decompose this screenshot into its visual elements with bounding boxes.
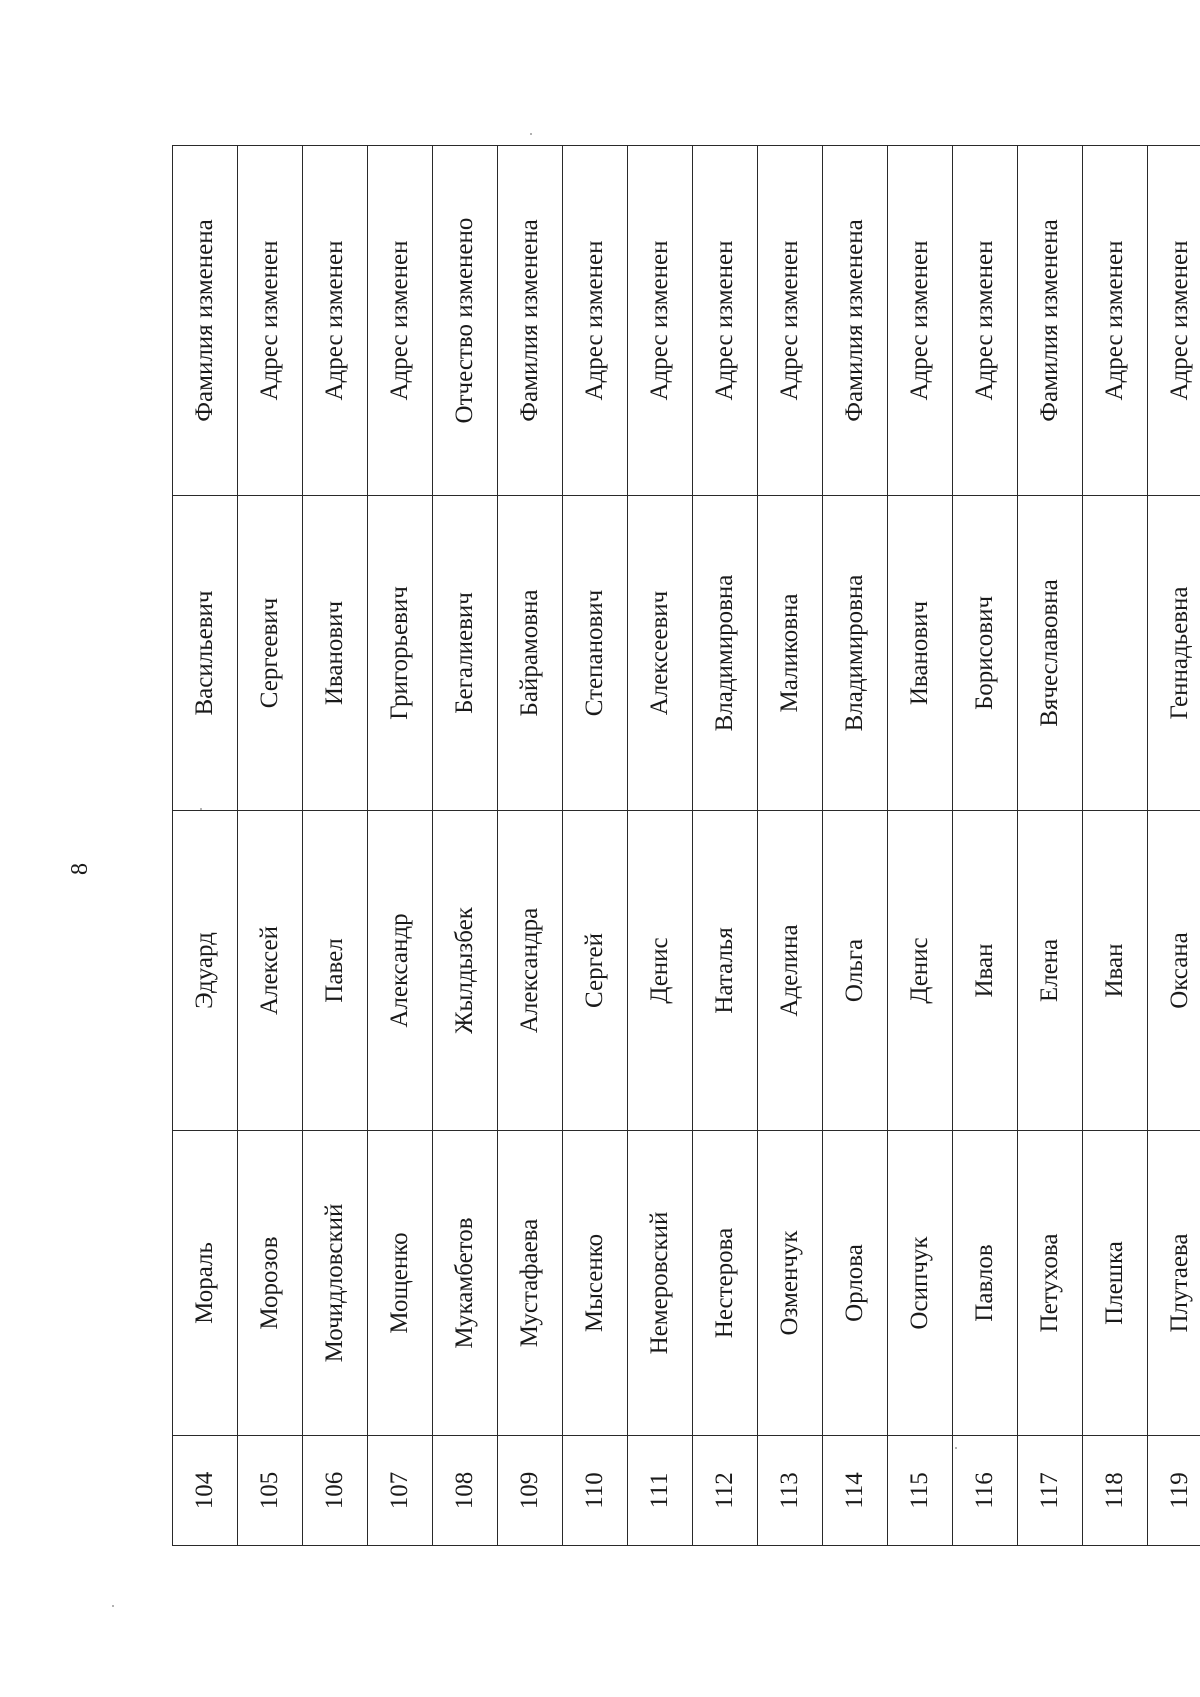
table-row [1083, 146, 1148, 1546]
change-note: Адрес изменен [1083, 146, 1148, 496]
row-number: 113 [758, 1436, 823, 1546]
change-note: Отчество изменено [433, 146, 498, 496]
change-note: Фамилия изменена [823, 146, 888, 496]
patronymic: Маликовна [758, 496, 823, 811]
last-name: Орлова [823, 1131, 888, 1436]
table-row [628, 146, 693, 1546]
first-name: Иван [953, 811, 1018, 1131]
first-name: Алексей [238, 811, 303, 1131]
change-note: Фамилия изменена [1018, 146, 1083, 496]
patronymic: Владимировна [823, 496, 888, 811]
row-number: 107 [368, 1436, 433, 1546]
last-name: Мочидловский [303, 1131, 368, 1436]
change-note: Адрес изменен [953, 146, 1018, 496]
table-row [693, 146, 758, 1546]
first-name: Елена [1018, 811, 1083, 1131]
last-name: Нестерова [693, 1131, 758, 1436]
change-note: Адрес изменен [758, 146, 823, 496]
change-note: Адрес изменен [628, 146, 693, 496]
table-row [433, 146, 498, 1546]
table-row [563, 146, 628, 1546]
row-number: 111 [628, 1436, 693, 1546]
patronymic: Геннадьевна [1148, 496, 1200, 811]
patronymic: Иванович [303, 496, 368, 811]
patronymic: Владимировна [693, 496, 758, 811]
scan-speck [112, 1605, 114, 1607]
table-row [173, 146, 238, 1546]
first-name: Аделина [758, 811, 823, 1131]
patronymic: Григорьевич [368, 496, 433, 811]
table-row [953, 146, 1018, 1546]
patronymic: Байрамовна [498, 496, 563, 811]
table-row [368, 146, 433, 1546]
row-number: 116 [953, 1436, 1018, 1546]
change-note: Адрес изменен [693, 146, 758, 496]
last-name: Мощенко [368, 1131, 433, 1436]
records-table-container [172, 146, 1200, 1546]
first-name: Павел [303, 811, 368, 1131]
patronymic: Бегалиевич [433, 496, 498, 811]
row-number: 105 [238, 1436, 303, 1546]
change-note: Фамилия изменена [173, 146, 238, 496]
row-number: 109 [498, 1436, 563, 1546]
change-note: Адрес изменен [563, 146, 628, 496]
last-name: Мораль [173, 1131, 238, 1436]
last-name: Осипчук [888, 1131, 953, 1436]
first-name: Оксана [1148, 811, 1200, 1131]
first-name: Денис [628, 811, 693, 1131]
first-name: Иван [1083, 811, 1148, 1131]
first-name: Денис [888, 811, 953, 1131]
table-row [1018, 146, 1083, 1546]
change-note: Адрес изменен [368, 146, 433, 496]
last-name: Петухова [1018, 1131, 1083, 1436]
row-number: 115 [888, 1436, 953, 1546]
patronymic: Васильевич [173, 496, 238, 811]
first-name: Александра [498, 811, 563, 1131]
row-number: 106 [303, 1436, 368, 1546]
scan-speck [955, 1447, 957, 1449]
patronymic [1083, 496, 1148, 811]
change-note: Фамилия изменена [498, 146, 563, 496]
row-number: 110 [563, 1436, 628, 1546]
change-note: Адрес изменен [1148, 146, 1200, 496]
table-row [238, 146, 303, 1546]
scan-speck [200, 808, 202, 810]
table-row [888, 146, 953, 1546]
last-name: Озменчук [758, 1131, 823, 1436]
row-number: 104 [173, 1436, 238, 1546]
last-name: Мустафаева [498, 1131, 563, 1436]
row-number: 108 [433, 1436, 498, 1546]
patronymic: Борисович [953, 496, 1018, 811]
first-name: Сергей [563, 811, 628, 1131]
row-number: 117 [1018, 1436, 1083, 1546]
row-number: 119 [1148, 1436, 1200, 1546]
last-name: Павлов [953, 1131, 1018, 1436]
patronymic: Алексеевич [628, 496, 693, 811]
row-number: 114 [823, 1436, 888, 1546]
last-name: Мысенко [563, 1131, 628, 1436]
first-name: Александр [368, 811, 433, 1131]
scan-speck [530, 133, 532, 135]
table-row [758, 146, 823, 1546]
patronymic: Иванович [888, 496, 953, 811]
change-note: Адрес изменен [303, 146, 368, 496]
table-row [303, 146, 368, 1546]
last-name: Немеровский [628, 1131, 693, 1436]
last-name: Мукамбетов [433, 1131, 498, 1436]
patronymic: Степанович [563, 496, 628, 811]
first-name: Жылдызбек [433, 811, 498, 1131]
last-name: Плешка [1083, 1131, 1148, 1436]
first-name: Ольга [823, 811, 888, 1131]
patronymic: Вячеславовна [1018, 496, 1083, 811]
change-note: Адрес изменен [238, 146, 303, 496]
patronymic: Сергеевич [238, 496, 303, 811]
records-table [172, 145, 1200, 1546]
row-number: 118 [1083, 1436, 1148, 1546]
change-note: Адрес изменен [888, 146, 953, 496]
first-name: Эдуард [173, 811, 238, 1131]
last-name: Плутаева [1148, 1131, 1200, 1436]
page-number: 8 [67, 863, 93, 875]
last-name: Морозов [238, 1131, 303, 1436]
first-name: Наталья [693, 811, 758, 1131]
table-row [823, 146, 888, 1546]
row-number: 112 [693, 1436, 758, 1546]
table-row [1148, 146, 1200, 1546]
table-row [498, 146, 563, 1546]
